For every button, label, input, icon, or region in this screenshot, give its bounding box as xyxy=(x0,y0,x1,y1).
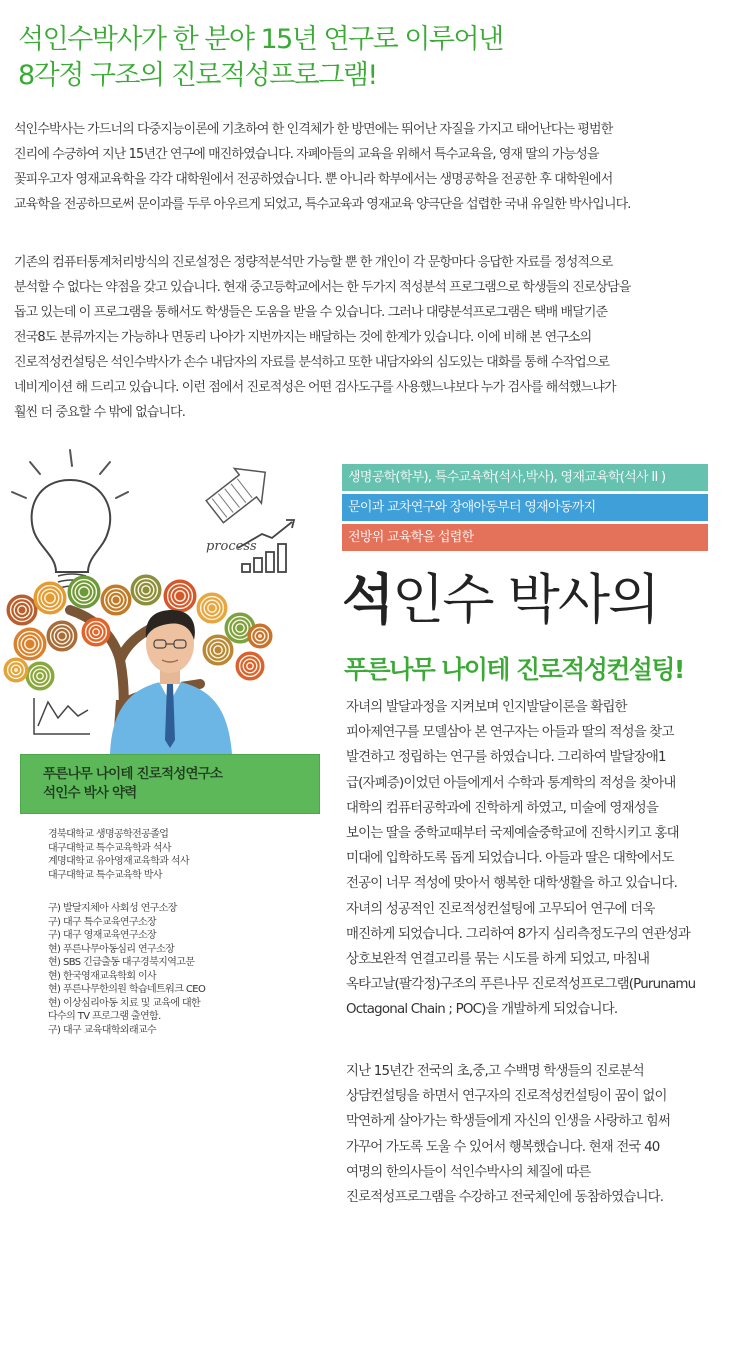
bulb-outline xyxy=(32,480,111,572)
career-item: 현) SBS 긴급출동 대구경북지역고문 xyxy=(48,957,195,968)
tree-ring-leaf xyxy=(236,652,264,680)
career-item: 현) 이상심리아동 치료 및 교육에 대한 xyxy=(48,997,201,1009)
story-line: 발견하고 정립하는 연구를 하였습니다. 그리하여 발달장애1 xyxy=(346,750,666,766)
tree-ring-leaf xyxy=(164,580,196,612)
method-line: 네비게이션 해 드리고 있습니다. 이런 점에서 진로적성은 어떤 검사도구를 사용했느냐보다 누가 검사를 해석했느냐가 xyxy=(14,380,616,395)
headline-line-1: 석인수박사가 한 분야 15년 연구로 이루어낸 xyxy=(18,24,503,55)
tree-ring-leaf xyxy=(131,575,161,605)
story-line: 피아제연구를 모델삼아 본 연구자는 아들과 딸의 적성을 찾고 xyxy=(346,725,674,741)
headline-line-2: 8각정 구조의 진로적성프로그램! xyxy=(18,60,377,91)
career-item: 다수의 TV 프로그램 출연함. xyxy=(48,1011,161,1022)
education-item: 경북대학교 생명공학전공졸업 xyxy=(48,829,169,840)
method-line: 전국8도 분류까지는 가능하나 면동리 나아가 지번까지는 배달하는 것에 한계가 있습니다. 이에 비해 본 연구소의 xyxy=(14,330,592,345)
process-arrow-icon xyxy=(201,455,279,529)
sub-title: 푸른나무 나이테 진로적성컨설팅! xyxy=(344,655,684,684)
education-item: 대구대학교 특수교육학과 석사 xyxy=(48,842,171,854)
career-item: 현) 푸른나무한의원 학습네트워크 CEO xyxy=(48,984,206,995)
story-line: 매진하게 되었습니다. 그리하여 8가지 심리측정도구의 연관성과 xyxy=(346,926,690,942)
tree-ring-leaf xyxy=(14,628,46,660)
big-title-strong: 석 xyxy=(342,568,393,631)
story-line: 옥타고날(팔각정)구조의 푸른나무 진로적성프로그램(Purunamu xyxy=(346,977,696,993)
tree-ring-leaf xyxy=(4,658,28,682)
achievement-paragraph xyxy=(346,1059,726,1210)
story-line: 자녀의 성공적인 진로적성컨설팅에 고무되어 연구에 더욱 xyxy=(346,901,655,917)
profile-box xyxy=(20,754,320,814)
method-line: 분석할 수 없다는 약점을 갖고 있습니다. 현재 중고등학교에서는 한 두가지 적성분석 프로그램으로 학생들의 진로상담을 xyxy=(14,280,631,295)
tree-ring-leaf xyxy=(101,585,131,615)
method-line: 기존의 컴퓨터통계처리방식의 진로설정은 정량적분석만 가능할 뿐 한 개인이 각 문항마다 응답한 자료를 정성적으로 xyxy=(14,255,613,270)
education-item: 대구대학교 특수교육학 박사 xyxy=(48,869,162,881)
line-chart-icon xyxy=(34,698,90,734)
profile-institute: 푸른나무 나이테 진로적성연구소 xyxy=(43,766,223,782)
tree-ring-leaf xyxy=(203,635,233,665)
tree-ring-leaf xyxy=(82,618,110,646)
career-item: 현) 한국영재교육학회 이사 xyxy=(48,970,157,982)
achievement-line: 상담컨설팅을 하면서 연구자의 진로적성컨설팅이 꿈이 없이 xyxy=(346,1089,667,1105)
intro-line: 교육학을 전공하므로써 문이과를 두루 아우르게 되었고, 특수교육과 영재교육 양극단을 섭렵한 국내 유일한 박사입니다. xyxy=(14,197,631,212)
story-line: 상호보완적 연결고리를 묶는 시도를 하게 되었고, 마침내 xyxy=(346,952,650,968)
profile-name: 석인수 박사 약력 xyxy=(43,785,137,801)
method-line: 훨씬 더 중요할 수 밖에 없습니다. xyxy=(14,405,185,420)
story-line: 자녀의 발달과정을 지켜보며 인지발달이론을 확립한 xyxy=(346,700,627,715)
intro-line: 석인수박사는 가드너의 다중지능이론에 기초하여 한 인격체가 한 방면에는 뛰어난 자질을 가지고 태어난다는 평범한 xyxy=(14,122,613,137)
career-item: 구) 발달지체아 사회성 연구소장 xyxy=(48,903,177,914)
intro-line: 진리에 수긍하여 지난 15년간 연구에 매진하였습니다. 자폐아들의 교육을 위해서 특수교육을, 영재 딸의 가능성을 xyxy=(14,147,599,162)
story-line: 급(자폐증)이었던 아들에게서 수학과 통계학의 적성을 찾아내 xyxy=(346,775,676,791)
tree-ring-leaf xyxy=(26,662,54,690)
career-item: 구) 대구 교육대학외래교수 xyxy=(48,1024,157,1036)
light-rays xyxy=(12,450,128,498)
achievement-line: 지난 15년간 전국의 초,중,고 수백명 학생들의 진로분석 xyxy=(346,1064,644,1079)
achievement-line: 여명의 한의사들이 석인수박사의 체질에 따른 xyxy=(346,1164,591,1180)
tree-ring-leaf xyxy=(197,593,227,623)
tree-ring-leaf xyxy=(68,576,100,608)
intro-line: 꽃피우고자 영재교육학을 각각 대학원에서 전공하였습니다. 뿐 아니라 학부에서는 생명공학을 전공한 후 대학원에서 xyxy=(14,172,613,187)
career-item: 구) 대구 특수교육연구소장 xyxy=(48,916,157,928)
highlight-bar-research: 문이과 교차연구와 장애아동부터 영재아동까지 xyxy=(342,494,708,521)
career-list xyxy=(48,902,318,1037)
highlight-bar-degrees: 생명공학(학부), 특수교육학(석사,박사), 영재교육학(석사 II ) xyxy=(342,464,708,491)
headline xyxy=(18,22,718,94)
tree-ring-leaf xyxy=(34,582,66,614)
career-item: 현) 푸른나무아동심리 연구소장 xyxy=(48,943,175,955)
story-line: 대학의 컴퓨터공학과에 진학하게 하였고, 미술에 영재성을 xyxy=(346,800,658,816)
story-line: 미대에 입학하도록 돕게 되었습니다. 아들과 딸은 대학에서도 xyxy=(346,851,674,867)
story-line: 보이는 딸을 중학교때부터 국제예술중학교에 진학시키고 홍대 xyxy=(346,826,679,842)
big-title xyxy=(342,568,658,632)
highlight-bar-education: 전방위 교육학을 섭렵한 xyxy=(342,524,708,551)
intro-paragraph xyxy=(14,117,726,217)
career-item: 구) 대구 영재교육연구소장 xyxy=(48,930,157,941)
story-paragraph xyxy=(346,695,726,1023)
education-item: 계명대학교 유아영재교육학과 석사 xyxy=(48,856,190,867)
achievement-line: 가꾸어 가도록 도울 수 있어서 행복했습니다. 현재 전국 40 xyxy=(346,1139,660,1155)
tree-ring-leaf xyxy=(248,624,272,648)
method-line: 돕고 있는데 이 프로그램을 통해서도 학생들은 도움을 받을 수 있습니다. 그러나 대량분석프로그램은 택배 배달기준 xyxy=(14,305,608,320)
lightbulb-tree-illustration xyxy=(0,440,330,760)
method-paragraph xyxy=(14,250,726,425)
achievement-line: 진로적성프로그램을 수강하고 전국체인에 동참하였습니다. xyxy=(346,1190,664,1206)
tree-ring-leaf xyxy=(47,621,77,651)
portrait-avatar xyxy=(110,610,232,754)
education-list xyxy=(48,828,318,882)
process-label: process xyxy=(206,539,257,554)
method-line: 진로적성컨설팅은 석인수박사가 손수 내담자의 자료를 분석하고 또한 내담자와의 심도있는 대화를 통해 수작업으로 xyxy=(14,355,610,370)
story-line: 전공이 너무 적성에 맞아서 행복한 대학생활을 하고 있습니다. xyxy=(346,876,678,892)
story-line: Octagonal Chain ; POC)을 개발하게 되었습니다. xyxy=(346,1002,618,1018)
tree-illustration-svg xyxy=(0,440,330,760)
tree-ring-leaf xyxy=(7,595,37,625)
achievement-line: 막연하게 살아가는 학생들에게 자신의 인생을 사랑하고 힘써 xyxy=(346,1114,671,1130)
big-title-rest: 인수 박사의 xyxy=(392,568,659,631)
